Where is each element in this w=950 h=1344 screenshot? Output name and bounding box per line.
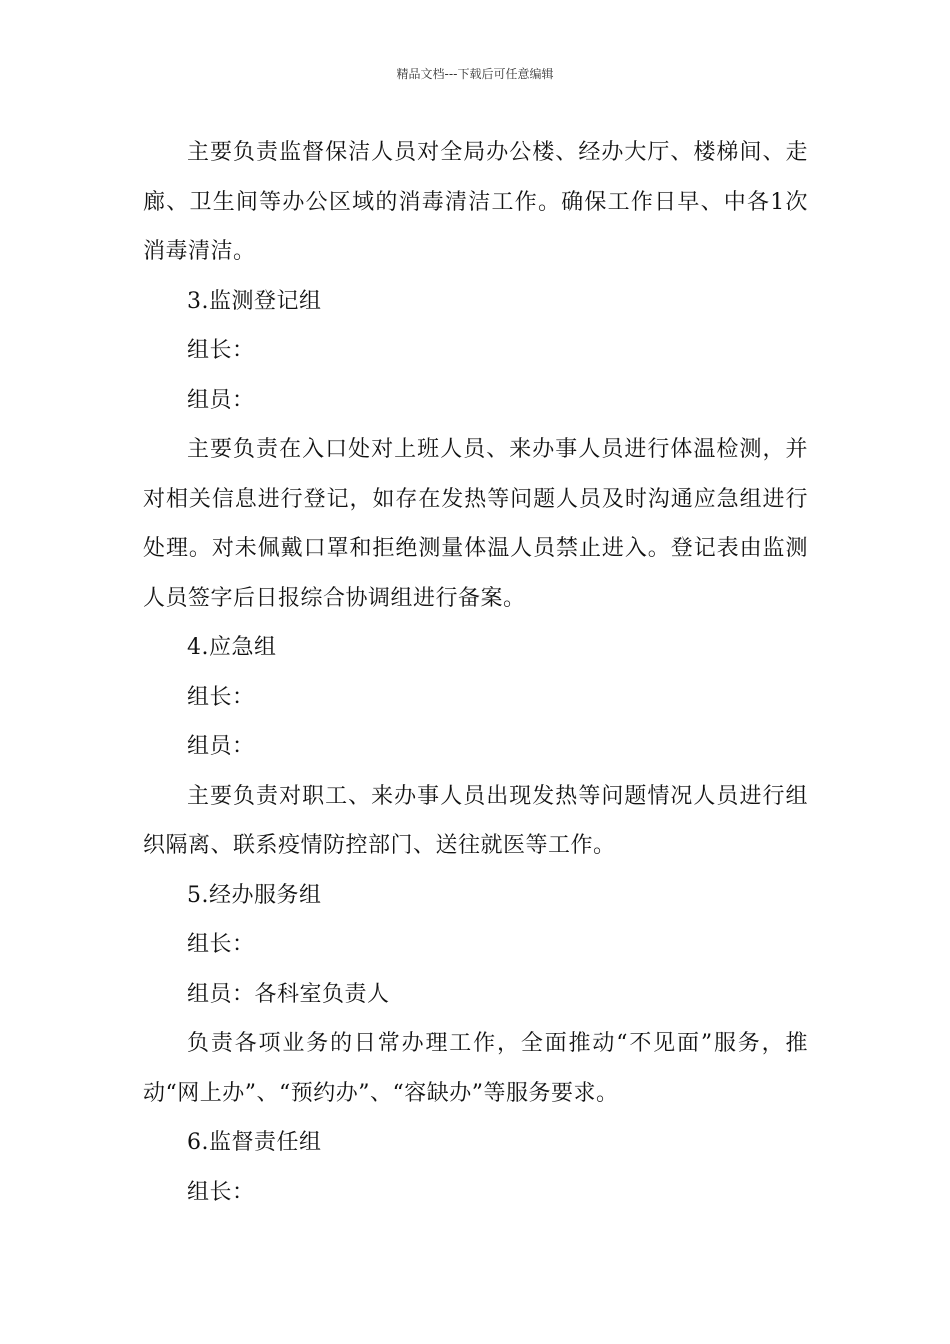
section-heading-emergency-group: 4.应急组 [187, 635, 277, 660]
paragraph-emergency-duties: 主要负责对职工、来办事人员出现发热等问题情况人员进行组织隔离、联系疫情防控部门、送往就医等工作。 [143, 783, 808, 858]
document-body [143, 128, 808, 1217]
group-leader-line: 组长： [187, 684, 255, 710]
group-member-line: 组员： [187, 734, 255, 759]
group-leader-line: 组长： [187, 338, 255, 363]
section-heading-service-group: 5.经办服务组 [187, 882, 322, 908]
group-leader-line: 组长： [187, 1179, 255, 1205]
group-leader-line: 组长： [187, 932, 255, 957]
section-heading-supervision-group: 6.监督责任组 [187, 1130, 322, 1155]
paragraph-monitoring-duties: 主要负责在入口处对上班人员、来办事人员进行体温检测，并对相关信息进行登记，如存在发热等问题人员及时沟通应急组进行处理。对未佩戴口罩和拒绝测量体温人员禁止进入。登记表由监测人员签字后日报综合协调组进行备案。 [143, 437, 808, 611]
page-header: 精品文档---下载后可任意编辑 [396, 67, 554, 81]
paragraph-service-duties: 负责各项业务的日常办理工作，全面推动“不见面”服务，推动“网上办”、“预约办”、“容缺办”等服务要求。 [143, 1031, 808, 1106]
group-member-line: 组员：各科室负责人 [187, 981, 390, 1007]
paragraph-cleaning-duties: 主要负责监督保洁人员对全局办公楼、经办大厅、楼梯间、走廊、卫生间等办公区域的消毒清洁工作。确保工作日早、中各1次消毒清洁。 [143, 140, 808, 264]
section-heading-monitoring-group: 3.监测登记组 [187, 288, 322, 314]
group-member-line: 组员： [187, 387, 255, 413]
